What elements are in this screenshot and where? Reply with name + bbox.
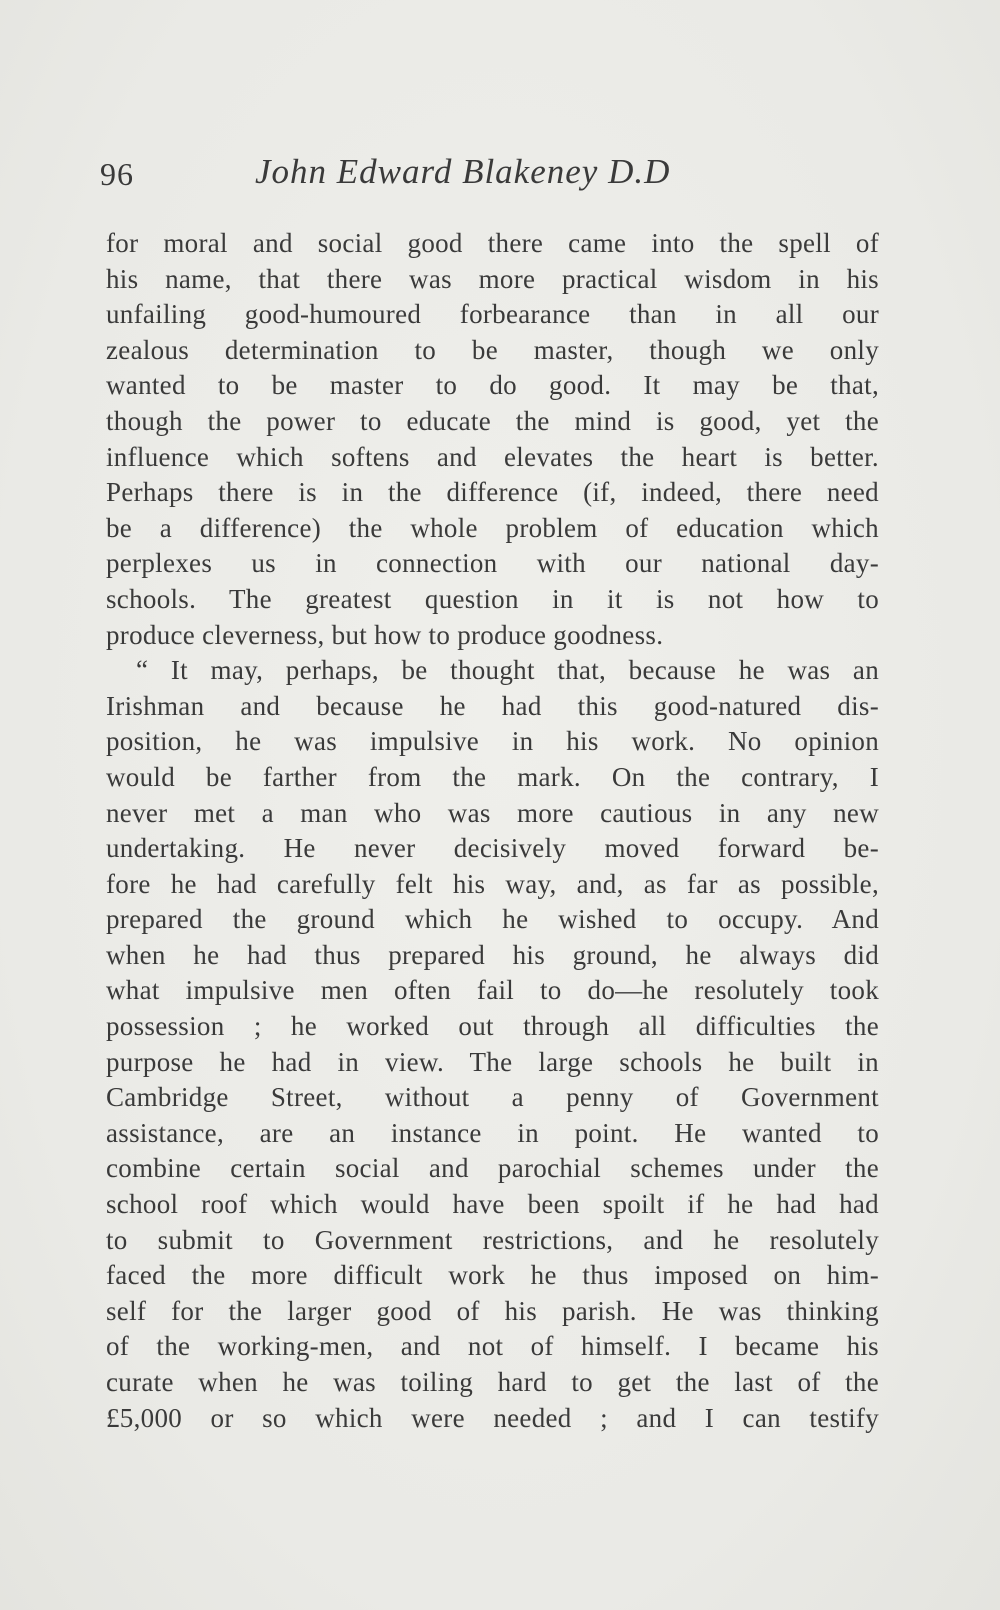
text-line: wanted to be master to do good. It may be that, [106, 370, 879, 401]
running-head [100, 150, 720, 200]
text-line: Irishman and because he had this good-natured dis- [106, 690, 879, 721]
text-line: combine certain social and parochial schemes under the [106, 1153, 879, 1184]
text-line: schools. The greatest question in it is not how to [106, 583, 879, 614]
text-line: when he had thus prepared his ground, he always did [106, 939, 879, 970]
text-line: school roof which would have been spoilt if he had had [106, 1189, 879, 1220]
text-line: Cambridge Street, without a penny of Government [106, 1082, 879, 1113]
text-line: though the power to educate the mind is good, yet the [106, 405, 879, 436]
text-line: possession ; he worked out through all difficulties the [106, 1011, 879, 1042]
text-line: influence which softens and elevates the heart is better. [106, 441, 879, 472]
text-line: produce cleverness, but how to produce goodness. [106, 619, 664, 650]
text-line: would be farther from the mark. On the contrary, I [106, 761, 879, 792]
text-line: Perhaps there is in the difference (if, indeed, there need [106, 477, 879, 508]
text-line: £5,000 or so which were needed ; and I can testify [106, 1402, 879, 1433]
body-text [106, 226, 879, 1436]
text-line: be a difference) the whole problem of education which [106, 512, 879, 543]
page-number: 96 [100, 156, 134, 192]
text-line: never met a man who was more cautious in any new [106, 797, 879, 828]
text-line: undertaking. He never decisively moved forward be- [106, 833, 879, 864]
text-line: zealous determination to be master, though we only [106, 334, 879, 365]
text-line: faced the more difficult work he thus imposed on him- [106, 1260, 879, 1291]
text-line: what impulsive men often fail to do—he resolutely took [106, 975, 879, 1006]
text-line: for moral and social good there came into the spell of [106, 228, 879, 258]
text-line: curate when he was toiling hard to get the last of the [106, 1367, 879, 1397]
text-line: fore he had carefully felt his way, and, as far as possible, [106, 868, 879, 899]
text-line: purpose he had in view. The large schools he built in [106, 1046, 879, 1077]
text-line: unfailing good-humoured forbearance than in all our [106, 299, 879, 330]
text-line: to submit to Government restrictions, and he resolutely [106, 1224, 879, 1255]
text-line: of the working-men, and not of himself. I became his [106, 1331, 879, 1362]
text-line: his name, that there was more practical wisdom in his [106, 263, 879, 294]
text-line: prepared the ground which he wished to occupy. And [106, 904, 879, 935]
text-line: assistance, are an instance in point. He wanted to [106, 1117, 879, 1148]
running-title: John Edward Blakeney D.D [255, 152, 671, 191]
text-line: “ It may, perhaps, be thought that, because he was an [136, 655, 879, 686]
text-line: self for the larger good of his parish. He was thinking [106, 1295, 879, 1326]
text-line: perplexes us in connection with our national day- [106, 548, 879, 579]
text-line: position, he was impulsive in his work. No opinion [106, 726, 879, 757]
